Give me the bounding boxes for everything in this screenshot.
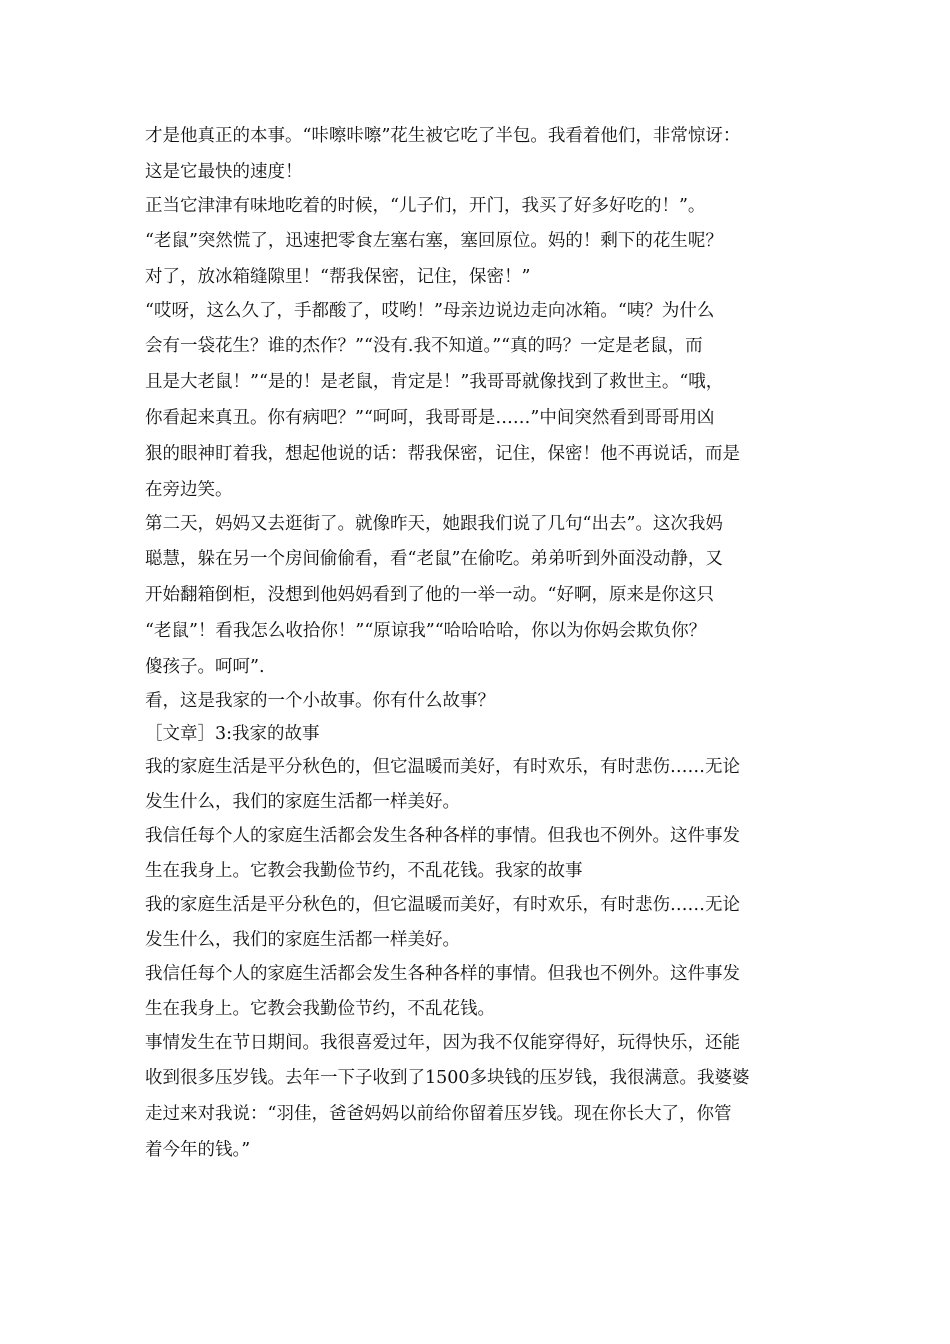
text-line: 且是大老鼠！”“是的！是老鼠，肯定是！”我哥哥就像找到了救世主。“哦， [145, 372, 724, 392]
text-line: 走过来对我说：“羽佳，爸爸妈妈以前给你留着压岁钱。现在你长大了，你管 [145, 1104, 732, 1124]
text-line: 收到很多压岁钱。去年一下子收到了1500多块钱的压岁钱，我很满意。我婆婆 [145, 1068, 750, 1088]
text-line: 发生什么，我们的家庭生活都一样美好。 [145, 930, 460, 950]
text-line: 着今年的钱。” [145, 1140, 251, 1160]
text-line: 你看起来真丑。你有病吧？”“呵呵，我哥哥是……”中间突然看到哥哥用凶 [145, 408, 715, 428]
text-line: 正当它津津有味地吃着的时候，“儿子们，开门，我买了好多好吃的！”。 [145, 196, 706, 216]
text-line: 发生什么，我们的家庭生活都一样美好。 [145, 792, 460, 812]
text-line: “老鼠”！看我怎么收拾你！”“原谅我”“哈哈哈哈，你以为你妈会欺负你？ [145, 621, 707, 641]
text-line: 我的家庭生活是平分秋色的，但它温暖而美好，有时欢乐，有时悲伤……无论 [145, 895, 740, 915]
text-line: 我信任每个人的家庭生活都会发生各种各样的事情。但我也不例外。这件事发 [145, 826, 740, 846]
text-line: 傻孩子。呵呵”. [145, 657, 265, 677]
text-line: 生在我身上。它教会我勤俭节约，不乱花钱。我家的故事 [145, 861, 583, 881]
document-page [145, 118, 810, 1168]
text-line: 开始翻箱倒柜，没想到他妈妈看到了他的一举一动。“好啊，原来是你这只 [145, 585, 714, 605]
text-line: 事情发生在节日期间。我很喜爱过年，因为我不仅能穿得好，玩得快乐，还能 [145, 1033, 740, 1053]
text-line: 才是他真正的本事。“咔嚓咔嚓”花生被它吃了半包。我看着他们，非常惊讶： [145, 126, 741, 146]
text-line: 生在我身上。它教会我勤俭节约，不乱花钱。 [145, 999, 495, 1019]
text-line: 看，这是我家的一个小故事。你有什么故事？ [145, 691, 495, 711]
text-line: 在旁边笑。 [145, 480, 233, 500]
text-line: 对了，放冰箱缝隙里！“帮我保密，记住，保密！” [145, 267, 531, 287]
text-line: 这是它最快的速度！ [145, 162, 303, 182]
section-heading: ［文章］3:我家的故事 [145, 724, 320, 744]
text-line: “哎呀，这么久了，手都酸了，哎哟！”母亲边说边走向冰箱。“咦？为什么 [145, 301, 715, 321]
text-line: 我的家庭生活是平分秋色的，但它温暖而美好，有时欢乐，有时悲伤……无论 [145, 757, 740, 777]
text-line: 第二天，妈妈又去逛街了。就像昨天，她跟我们说了几句“出去”。这次我妈 [145, 514, 723, 534]
text-line: “老鼠”突然慌了，迅速把零食左塞右塞，塞回原位。妈的！剩下的花生呢？ [145, 231, 723, 251]
text-line: 会有一袋花生？谁的杰作？”“没有.我不知道。”“真的吗？一定是老鼠，而 [145, 336, 703, 356]
text-line: 我信任每个人的家庭生活都会发生各种各样的事情。但我也不例外。这件事发 [145, 964, 740, 984]
text-line: 狠的眼神盯着我，想起他说的话：帮我保密，记住，保密！他不再说话，而是 [145, 444, 740, 464]
text-line: 聪慧，躲在另一个房间偷偷看，看“老鼠”在偷吃。弟弟听到外面没动静，又 [145, 549, 723, 569]
